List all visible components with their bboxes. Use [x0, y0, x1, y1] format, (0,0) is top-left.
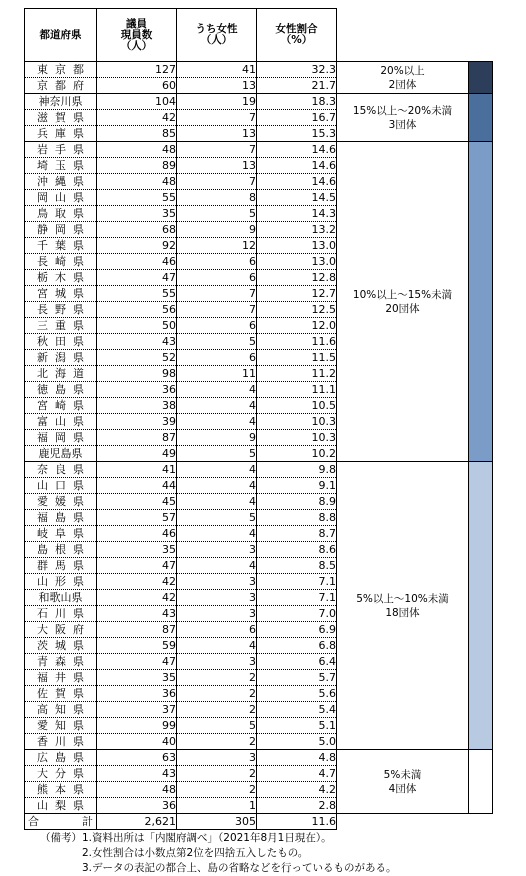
cell-women: 2 [177, 782, 257, 798]
cell-women: 2 [177, 670, 257, 686]
cell-pref: 福島県 [25, 510, 97, 526]
cell-ratio: 13.0 [257, 254, 337, 270]
cell-members: 47 [97, 558, 177, 574]
cell-ratio: 13.2 [257, 222, 337, 238]
cell-women: 7 [177, 142, 257, 158]
cell-pref: 鳥取県 [25, 206, 97, 222]
cell-women: 4 [177, 382, 257, 398]
group-label: 15%以上～20%未満 3団体 [337, 94, 469, 142]
cell-pref: 茨城県 [25, 638, 97, 654]
cell-ratio: 18.3 [257, 94, 337, 110]
cell-members: 46 [97, 526, 177, 542]
cell-women: 4 [177, 526, 257, 542]
cell-members: 42 [97, 590, 177, 606]
cell-women: 5 [177, 510, 257, 526]
cell-women: 4 [177, 558, 257, 574]
cell-ratio: 9.8 [257, 462, 337, 478]
cell-members: 35 [97, 542, 177, 558]
cell-women: 3 [177, 574, 257, 590]
cell-pref: 高知県 [25, 702, 97, 718]
cell-pref: 栃木県 [25, 270, 97, 286]
cell-ratio: 32.3 [257, 62, 337, 78]
total-women: 305 [177, 814, 257, 830]
cell-ratio: 4.7 [257, 766, 337, 782]
cell-women: 3 [177, 590, 257, 606]
cell-ratio: 5.7 [257, 670, 337, 686]
cell-ratio: 7.0 [257, 606, 337, 622]
cell-members: 57 [97, 510, 177, 526]
group-color-bar [469, 462, 493, 750]
cell-pref: 神奈川県 [25, 94, 97, 110]
cell-women: 6 [177, 318, 257, 334]
cell-women: 7 [177, 286, 257, 302]
cell-pref: 鹿児島県 [25, 446, 97, 462]
header-ratio: 女性割合 （%） [257, 9, 337, 62]
cell-members: 48 [97, 174, 177, 190]
cell-pref: 岡山県 [25, 190, 97, 206]
cell-members: 89 [97, 158, 177, 174]
header-spacer [337, 9, 469, 62]
cell-ratio: 8.9 [257, 494, 337, 510]
cell-ratio: 16.7 [257, 110, 337, 126]
cell-ratio: 5.1 [257, 718, 337, 734]
cell-women: 41 [177, 62, 257, 78]
header-prefecture: 都道府県 [25, 9, 97, 62]
cell-members: 43 [97, 334, 177, 350]
cell-members: 50 [97, 318, 177, 334]
cell-members: 39 [97, 414, 177, 430]
cell-pref: 愛知県 [25, 718, 97, 734]
cell-pref: 島根県 [25, 542, 97, 558]
cell-members: 35 [97, 670, 177, 686]
cell-women: 4 [177, 478, 257, 494]
note-2: 2.女性割合は小数点第2位を四捨五入したもの。 [82, 847, 309, 859]
cell-ratio: 8.8 [257, 510, 337, 526]
cell-women: 8 [177, 190, 257, 206]
cell-members: 48 [97, 782, 177, 798]
cell-members: 68 [97, 222, 177, 238]
cell-members: 99 [97, 718, 177, 734]
cell-pref: 和歌山県 [25, 590, 97, 606]
cell-ratio: 11.2 [257, 366, 337, 382]
cell-pref: 滋賀県 [25, 110, 97, 126]
cell-members: 35 [97, 206, 177, 222]
cell-ratio: 8.7 [257, 526, 337, 542]
group-color-bar [469, 94, 493, 142]
header-spacer-bar [469, 9, 493, 62]
cell-women: 4 [177, 494, 257, 510]
cell-women: 2 [177, 766, 257, 782]
cell-ratio: 14.6 [257, 158, 337, 174]
cell-ratio: 4.2 [257, 782, 337, 798]
cell-ratio: 5.6 [257, 686, 337, 702]
cell-pref: 千葉県 [25, 238, 97, 254]
cell-members: 63 [97, 750, 177, 766]
table-row [25, 750, 493, 766]
cell-women: 11 [177, 366, 257, 382]
cell-pref: 北海道 [25, 366, 97, 382]
cell-pref: 秋田県 [25, 334, 97, 350]
notes [24, 831, 493, 876]
cell-ratio: 14.3 [257, 206, 337, 222]
header-women: うち女性 （人） [177, 9, 257, 62]
cell-ratio: 7.1 [257, 574, 337, 590]
table-row [25, 462, 493, 478]
cell-pref: 宮崎県 [25, 398, 97, 414]
women-members-table [24, 8, 493, 830]
cell-members: 48 [97, 142, 177, 158]
cell-ratio: 8.5 [257, 558, 337, 574]
table-figure [24, 8, 493, 876]
cell-members: 98 [97, 366, 177, 382]
group-color-bar [469, 142, 493, 462]
cell-women: 5 [177, 334, 257, 350]
cell-women: 4 [177, 462, 257, 478]
cell-women: 3 [177, 750, 257, 766]
cell-members: 36 [97, 798, 177, 814]
cell-ratio: 12.8 [257, 270, 337, 286]
total-pref: 合計 [25, 814, 97, 830]
cell-ratio: 12.0 [257, 318, 337, 334]
cell-ratio: 21.7 [257, 78, 337, 94]
cell-women: 19 [177, 94, 257, 110]
cell-members: 87 [97, 430, 177, 446]
cell-women: 6 [177, 622, 257, 638]
cell-pref: 徳島県 [25, 382, 97, 398]
cell-members: 42 [97, 574, 177, 590]
group-label: 5%以上～10%未満 18団体 [337, 462, 469, 750]
cell-pref: 岐阜県 [25, 526, 97, 542]
cell-pref: 山口県 [25, 478, 97, 494]
cell-members: 59 [97, 638, 177, 654]
cell-pref: 岩手県 [25, 142, 97, 158]
cell-members: 45 [97, 494, 177, 510]
cell-pref: 長崎県 [25, 254, 97, 270]
cell-members: 47 [97, 654, 177, 670]
cell-members: 36 [97, 686, 177, 702]
total-ratio: 11.6 [257, 814, 337, 830]
group-label: 5%未満 4団体 [337, 750, 469, 814]
cell-members: 127 [97, 62, 177, 78]
cell-pref: 三重県 [25, 318, 97, 334]
cell-ratio: 11.1 [257, 382, 337, 398]
cell-ratio: 11.5 [257, 350, 337, 366]
cell-members: 38 [97, 398, 177, 414]
cell-ratio: 10.5 [257, 398, 337, 414]
cell-women: 7 [177, 174, 257, 190]
cell-women: 5 [177, 718, 257, 734]
cell-pref: 大分県 [25, 766, 97, 782]
cell-ratio: 10.3 [257, 414, 337, 430]
cell-ratio: 15.3 [257, 126, 337, 142]
cell-ratio: 14.6 [257, 142, 337, 158]
cell-ratio: 14.5 [257, 190, 337, 206]
cell-women: 6 [177, 350, 257, 366]
cell-members: 104 [97, 94, 177, 110]
cell-pref: 東京都 [25, 62, 97, 78]
cell-ratio: 8.6 [257, 542, 337, 558]
cell-ratio: 6.9 [257, 622, 337, 638]
cell-pref: 沖縄県 [25, 174, 97, 190]
cell-pref: 長野県 [25, 302, 97, 318]
cell-pref: 愛媛県 [25, 494, 97, 510]
cell-women: 1 [177, 798, 257, 814]
cell-members: 37 [97, 702, 177, 718]
cell-pref: 奈良県 [25, 462, 97, 478]
cell-women: 13 [177, 126, 257, 142]
cell-members: 56 [97, 302, 177, 318]
cell-ratio: 7.1 [257, 590, 337, 606]
cell-members: 46 [97, 254, 177, 270]
cell-women: 12 [177, 238, 257, 254]
cell-pref: 佐賀県 [25, 686, 97, 702]
cell-members: 36 [97, 382, 177, 398]
header-row [25, 9, 493, 62]
cell-members: 47 [97, 270, 177, 286]
cell-pref: 福井県 [25, 670, 97, 686]
cell-women: 3 [177, 542, 257, 558]
table-body [25, 62, 493, 830]
cell-ratio: 9.1 [257, 478, 337, 494]
total-members: 2,621 [97, 814, 177, 830]
group-label: 20%以上 2団体 [337, 62, 469, 94]
cell-pref: 香川県 [25, 734, 97, 750]
cell-pref: 静岡県 [25, 222, 97, 238]
note-1: 1.資料出所は「内閣府調べ」（2021年8月1日現在）。 [82, 832, 332, 844]
cell-women: 9 [177, 222, 257, 238]
group-color-bar [469, 750, 493, 814]
cell-members: 52 [97, 350, 177, 366]
cell-pref: 山形県 [25, 574, 97, 590]
group-color-bar [469, 62, 493, 94]
cell-members: 87 [97, 622, 177, 638]
cell-members: 49 [97, 446, 177, 462]
cell-ratio: 5.0 [257, 734, 337, 750]
cell-pref: 山梨県 [25, 798, 97, 814]
cell-women: 13 [177, 78, 257, 94]
cell-ratio: 6.4 [257, 654, 337, 670]
cell-members: 92 [97, 238, 177, 254]
cell-members: 41 [97, 462, 177, 478]
cell-women: 2 [177, 734, 257, 750]
cell-members: 44 [97, 478, 177, 494]
cell-ratio: 12.5 [257, 302, 337, 318]
cell-ratio: 10.2 [257, 446, 337, 462]
cell-pref: 広島県 [25, 750, 97, 766]
cell-ratio: 12.7 [257, 286, 337, 302]
cell-members: 42 [97, 110, 177, 126]
cell-pref: 宮城県 [25, 286, 97, 302]
cell-women: 4 [177, 414, 257, 430]
cell-pref: 福岡県 [25, 430, 97, 446]
cell-ratio: 11.6 [257, 334, 337, 350]
cell-ratio: 13.0 [257, 238, 337, 254]
cell-pref: 富山県 [25, 414, 97, 430]
cell-women: 9 [177, 430, 257, 446]
cell-women: 3 [177, 606, 257, 622]
cell-pref: 熊本県 [25, 782, 97, 798]
cell-women: 6 [177, 254, 257, 270]
cell-members: 85 [97, 126, 177, 142]
cell-women: 5 [177, 206, 257, 222]
cell-members: 60 [97, 78, 177, 94]
header-members: 議員 現員数 （人） [97, 9, 177, 62]
cell-members: 55 [97, 286, 177, 302]
cell-pref: 埼玉県 [25, 158, 97, 174]
table-row [25, 142, 493, 158]
cell-women: 7 [177, 302, 257, 318]
cell-members: 43 [97, 766, 177, 782]
cell-women: 7 [177, 110, 257, 126]
cell-pref: 群馬県 [25, 558, 97, 574]
cell-women: 2 [177, 686, 257, 702]
note-3: 3.データの表記の都合上、島の省略などを行っているものがある。 [82, 862, 397, 874]
cell-pref: 京都府 [25, 78, 97, 94]
cell-pref: 兵庫県 [25, 126, 97, 142]
cell-ratio: 2.8 [257, 798, 337, 814]
notes-lead: （備考） [40, 832, 82, 844]
cell-women: 4 [177, 398, 257, 414]
total-row [25, 814, 493, 830]
cell-women: 3 [177, 654, 257, 670]
cell-women: 6 [177, 270, 257, 286]
cell-pref: 青森県 [25, 654, 97, 670]
cell-women: 13 [177, 158, 257, 174]
cell-pref: 新潟県 [25, 350, 97, 366]
cell-ratio: 5.4 [257, 702, 337, 718]
table-row [25, 94, 493, 110]
cell-women: 5 [177, 446, 257, 462]
table-row [25, 62, 493, 78]
cell-members: 40 [97, 734, 177, 750]
cell-pref: 大阪府 [25, 622, 97, 638]
cell-pref: 石川県 [25, 606, 97, 622]
cell-ratio: 14.6 [257, 174, 337, 190]
group-label: 10%以上～15%未満 20団体 [337, 142, 469, 462]
cell-ratio: 4.8 [257, 750, 337, 766]
cell-members: 43 [97, 606, 177, 622]
cell-women: 4 [177, 638, 257, 654]
cell-members: 55 [97, 190, 177, 206]
cell-ratio: 6.8 [257, 638, 337, 654]
cell-ratio: 10.3 [257, 430, 337, 446]
cell-women: 2 [177, 702, 257, 718]
